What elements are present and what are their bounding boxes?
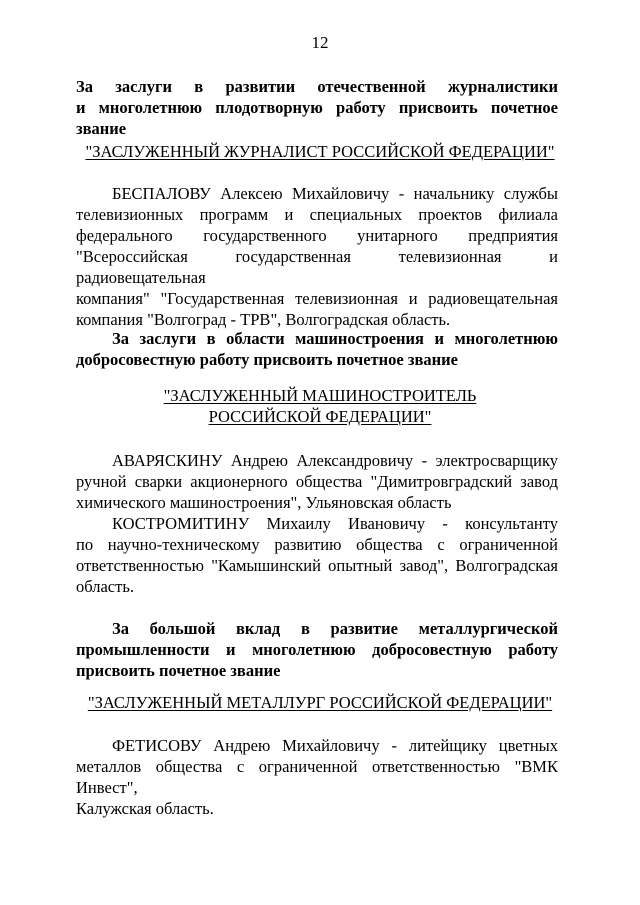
entry-line: "Всероссийская государственная телевизионная и радиовещательная <box>76 247 558 287</box>
award-title-metallurgist <box>0 692 640 713</box>
entry-line: компания" "Государственная телевизионная и радиовещательная <box>76 289 558 308</box>
preamble-line: и многолетнюю плодотворную работу присвоить почетное звание <box>76 98 558 138</box>
entry-line: область. <box>76 577 134 596</box>
award-title-machine-builder <box>0 385 640 427</box>
entry-line: КОСТРОМИТИНУ Михаилу Ивановичу - консультанту <box>112 514 558 533</box>
preamble-line: За большой вклад в развитие металлургической <box>112 619 558 638</box>
entry-line: телевизионных программ и специальных проектов филиала <box>76 205 558 224</box>
entry-line: АВАРЯСКИНУ Андрею Александровичу - электросварщику <box>112 451 558 470</box>
title-line: РОССИЙСКОЙ ФЕДЕРАЦИИ" <box>208 407 432 426</box>
title-line: "ЗАСЛУЖЕННЫЙ ЖУРНАЛИСТ РОССИЙСКОЙ ФЕДЕРАЦИИ" <box>85 142 555 161</box>
entry-line: ручной сварки акционерного общества "Димитровградский завод <box>76 472 558 491</box>
entry-line: ответственностью "Камышинский опытный завод", Волгоградская <box>76 556 558 575</box>
title-line: "ЗАСЛУЖЕННЫЙ МЕТАЛЛУРГ РОССИЙСКОЙ ФЕДЕРАЦИИ" <box>87 693 553 712</box>
preamble-line: За заслуги в развитии отечественной журналистики <box>76 77 558 96</box>
entry-line: по научно-техническому развитию общества с ограниченной <box>76 535 558 554</box>
entry-line: федерального государственного унитарного предприятия <box>76 226 558 245</box>
title-line: "ЗАСЛУЖЕННЫЙ МАШИНОСТРОИТЕЛЬ <box>163 386 477 405</box>
entry-line: ФЕТИСОВУ Андрею Михайловичу - литейщику цветных <box>112 736 558 755</box>
nominee-entry <box>76 735 558 819</box>
preamble-line: За заслуги в области машиностроения и многолетнюю <box>112 329 558 348</box>
preamble-line: присвоить почетное звание <box>76 661 281 680</box>
entry-line: компания "Волгоград - ТРВ", Волгоградская область. <box>76 310 451 329</box>
page-number: 12 <box>311 33 329 52</box>
entry-line: химического машиностроения", Ульяновская область <box>76 493 452 512</box>
award-preamble-machine-builder <box>76 328 558 370</box>
entry-line: Калужская область. <box>76 799 214 818</box>
award-preamble-journalist <box>76 76 558 139</box>
entry-line: металлов общества с ограниченной ответственностью "ВМК Инвест", <box>76 757 558 797</box>
preamble-line: промышленности и многолетнюю добросовестную работу <box>76 640 558 659</box>
award-title-journalist <box>0 141 640 162</box>
entry-line: БЕСПАЛОВУ Алексею Михайловичу - начальнику службы <box>112 184 558 203</box>
award-preamble-metallurgist <box>76 618 558 681</box>
nominee-entry <box>76 450 558 513</box>
nominee-entry <box>76 513 558 597</box>
preamble-line: добросовестную работу присвоить почетное звание <box>76 350 458 369</box>
nominee-entry <box>76 183 558 330</box>
